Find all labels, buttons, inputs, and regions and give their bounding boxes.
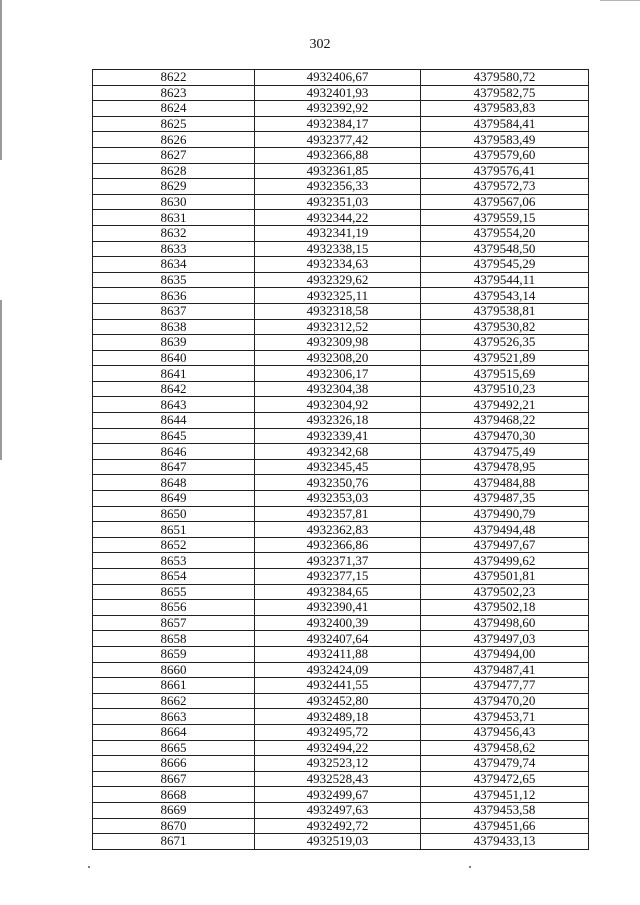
x-coordinate-cell: 4932452,80 <box>255 693 421 709</box>
coordinates-table-body <box>93 70 589 850</box>
x-coordinate-cell: 4932356,33 <box>255 179 421 195</box>
y-coordinate-cell: 4379456,43 <box>421 724 589 740</box>
table-row <box>93 288 589 304</box>
x-coordinate-cell: 4932371,37 <box>255 553 421 569</box>
table-row <box>93 771 589 787</box>
table-row <box>93 194 589 210</box>
point-number-cell: 8668 <box>93 787 255 803</box>
y-coordinate-cell: 4379453,71 <box>421 709 589 725</box>
y-coordinate-cell: 4379526,35 <box>421 335 589 351</box>
table-row <box>93 350 589 366</box>
point-number-cell: 8669 <box>93 802 255 818</box>
y-coordinate-cell: 4379475,49 <box>421 444 589 460</box>
y-coordinate-cell: 4379458,62 <box>421 740 589 756</box>
table-row <box>93 70 589 86</box>
point-number-cell: 8627 <box>93 147 255 163</box>
table-row <box>93 475 589 491</box>
point-number-cell: 8656 <box>93 600 255 616</box>
y-coordinate-cell: 4379530,82 <box>421 319 589 335</box>
table-row <box>93 459 589 475</box>
scan-speck-left <box>88 866 90 868</box>
point-number-cell: 8660 <box>93 662 255 678</box>
scan-speck-right <box>469 866 471 868</box>
x-coordinate-cell: 4932339,41 <box>255 428 421 444</box>
point-number-cell: 8664 <box>93 724 255 740</box>
table-row <box>93 101 589 117</box>
point-number-cell: 8658 <box>93 631 255 647</box>
point-number-cell: 8650 <box>93 506 255 522</box>
y-coordinate-cell: 4379501,81 <box>421 569 589 585</box>
y-coordinate-cell: 4379492,21 <box>421 397 589 413</box>
y-coordinate-cell: 4379582,75 <box>421 85 589 101</box>
y-coordinate-cell: 4379576,41 <box>421 163 589 179</box>
table-row <box>93 802 589 818</box>
point-number-cell: 8671 <box>93 834 255 850</box>
y-coordinate-cell: 4379451,12 <box>421 787 589 803</box>
x-coordinate-cell: 4932377,42 <box>255 132 421 148</box>
y-coordinate-cell: 4379468,22 <box>421 413 589 429</box>
point-number-cell: 8647 <box>93 459 255 475</box>
y-coordinate-cell: 4379544,11 <box>421 272 589 288</box>
table-row <box>93 225 589 241</box>
table-row <box>93 522 589 538</box>
point-number-cell: 8625 <box>93 116 255 132</box>
x-coordinate-cell: 4932424,09 <box>255 662 421 678</box>
table-row <box>93 631 589 647</box>
table-row <box>93 85 589 101</box>
y-coordinate-cell: 4379497,67 <box>421 537 589 553</box>
y-coordinate-cell: 4379494,48 <box>421 522 589 538</box>
point-number-cell: 8622 <box>93 70 255 86</box>
point-number-cell: 8640 <box>93 350 255 366</box>
x-coordinate-cell: 4932304,38 <box>255 381 421 397</box>
y-coordinate-cell: 4379579,60 <box>421 147 589 163</box>
point-number-cell: 8654 <box>93 569 255 585</box>
y-coordinate-cell: 4379453,58 <box>421 802 589 818</box>
x-coordinate-cell: 4932519,03 <box>255 834 421 850</box>
x-coordinate-cell: 4932384,65 <box>255 584 421 600</box>
x-coordinate-cell: 4932392,92 <box>255 101 421 117</box>
table-row <box>93 584 589 600</box>
y-coordinate-cell: 4379538,81 <box>421 303 589 319</box>
x-coordinate-cell: 4932401,93 <box>255 85 421 101</box>
y-coordinate-cell: 4379478,95 <box>421 459 589 475</box>
point-number-cell: 8629 <box>93 179 255 195</box>
point-number-cell: 8623 <box>93 85 255 101</box>
y-coordinate-cell: 4379559,15 <box>421 210 589 226</box>
point-number-cell: 8642 <box>93 381 255 397</box>
table-row <box>93 210 589 226</box>
table-row <box>93 506 589 522</box>
x-coordinate-cell: 4932353,03 <box>255 491 421 507</box>
x-coordinate-cell: 4932350,76 <box>255 475 421 491</box>
table-row <box>93 756 589 772</box>
x-coordinate-cell: 4932494,22 <box>255 740 421 756</box>
scan-edge-line-top <box>0 0 2 160</box>
y-coordinate-cell: 4379470,30 <box>421 428 589 444</box>
point-number-cell: 8644 <box>93 413 255 429</box>
x-coordinate-cell: 4932326,18 <box>255 413 421 429</box>
x-coordinate-cell: 4932411,88 <box>255 646 421 662</box>
y-coordinate-cell: 4379572,73 <box>421 179 589 195</box>
table-row <box>93 381 589 397</box>
point-number-cell: 8659 <box>93 646 255 662</box>
x-coordinate-cell: 4932357,81 <box>255 506 421 522</box>
x-coordinate-cell: 4932495,72 <box>255 724 421 740</box>
table-row <box>93 537 589 553</box>
x-coordinate-cell: 4932342,68 <box>255 444 421 460</box>
point-number-cell: 8667 <box>93 771 255 787</box>
y-coordinate-cell: 4379498,60 <box>421 615 589 631</box>
table-row <box>93 241 589 257</box>
table-row <box>93 615 589 631</box>
point-number-cell: 8635 <box>93 272 255 288</box>
table-row <box>93 600 589 616</box>
x-coordinate-cell: 4932362,83 <box>255 522 421 538</box>
y-coordinate-cell: 4379580,72 <box>421 70 589 86</box>
table-row <box>93 397 589 413</box>
table-row <box>93 724 589 740</box>
y-coordinate-cell: 4379494,00 <box>421 646 589 662</box>
y-coordinate-cell: 4379543,14 <box>421 288 589 304</box>
x-coordinate-cell: 4932390,41 <box>255 600 421 616</box>
table-row <box>93 693 589 709</box>
x-coordinate-cell: 4932338,15 <box>255 241 421 257</box>
x-coordinate-cell: 4932344,22 <box>255 210 421 226</box>
x-coordinate-cell: 4932384,17 <box>255 116 421 132</box>
table-row <box>93 179 589 195</box>
point-number-cell: 8637 <box>93 303 255 319</box>
y-coordinate-cell: 4379451,66 <box>421 818 589 834</box>
point-number-cell: 8626 <box>93 132 255 148</box>
y-coordinate-cell: 4379521,89 <box>421 350 589 366</box>
point-number-cell: 8665 <box>93 740 255 756</box>
point-number-cell: 8670 <box>93 818 255 834</box>
x-coordinate-cell: 4932528,43 <box>255 771 421 787</box>
x-coordinate-cell: 4932306,17 <box>255 366 421 382</box>
point-number-cell: 8661 <box>93 678 255 694</box>
table-row <box>93 709 589 725</box>
y-coordinate-cell: 4379490,79 <box>421 506 589 522</box>
point-number-cell: 8641 <box>93 366 255 382</box>
point-number-cell: 8648 <box>93 475 255 491</box>
point-number-cell: 8638 <box>93 319 255 335</box>
x-coordinate-cell: 4932400,39 <box>255 615 421 631</box>
point-number-cell: 8633 <box>93 241 255 257</box>
table-row <box>93 740 589 756</box>
point-number-cell: 8628 <box>93 163 255 179</box>
y-coordinate-cell: 4379433,13 <box>421 834 589 850</box>
point-number-cell: 8663 <box>93 709 255 725</box>
table-row <box>93 569 589 585</box>
point-number-cell: 8643 <box>93 397 255 413</box>
x-coordinate-cell: 4932489,18 <box>255 709 421 725</box>
y-coordinate-cell: 4379545,29 <box>421 257 589 273</box>
point-number-cell: 8632 <box>93 225 255 241</box>
table-row <box>93 662 589 678</box>
x-coordinate-cell: 4932366,86 <box>255 537 421 553</box>
table-row <box>93 335 589 351</box>
point-number-cell: 8631 <box>93 210 255 226</box>
y-coordinate-cell: 4379567,06 <box>421 194 589 210</box>
table-row <box>93 147 589 163</box>
point-number-cell: 8636 <box>93 288 255 304</box>
x-coordinate-cell: 4932407,64 <box>255 631 421 647</box>
x-coordinate-cell: 4932308,20 <box>255 350 421 366</box>
point-number-cell: 8646 <box>93 444 255 460</box>
point-number-cell: 8655 <box>93 584 255 600</box>
table-row <box>93 319 589 335</box>
x-coordinate-cell: 4932304,92 <box>255 397 421 413</box>
y-coordinate-cell: 4379515,69 <box>421 366 589 382</box>
point-number-cell: 8653 <box>93 553 255 569</box>
table-row <box>93 132 589 148</box>
x-coordinate-cell: 4932499,67 <box>255 787 421 803</box>
x-coordinate-cell: 4932345,45 <box>255 459 421 475</box>
table-row <box>93 678 589 694</box>
y-coordinate-cell: 4379554,20 <box>421 225 589 241</box>
point-number-cell: 8630 <box>93 194 255 210</box>
y-coordinate-cell: 4379583,49 <box>421 132 589 148</box>
x-coordinate-cell: 4932492,72 <box>255 818 421 834</box>
y-coordinate-cell: 4379499,62 <box>421 553 589 569</box>
x-coordinate-cell: 4932361,85 <box>255 163 421 179</box>
point-number-cell: 8634 <box>93 257 255 273</box>
y-coordinate-cell: 4379487,41 <box>421 662 589 678</box>
table-row <box>93 834 589 850</box>
point-number-cell: 8649 <box>93 491 255 507</box>
scan-edge-line-corner <box>600 0 640 1</box>
y-coordinate-cell: 4379584,41 <box>421 116 589 132</box>
point-number-cell: 8639 <box>93 335 255 351</box>
x-coordinate-cell: 4932497,63 <box>255 802 421 818</box>
point-number-cell: 8662 <box>93 693 255 709</box>
x-coordinate-cell: 4932318,58 <box>255 303 421 319</box>
y-coordinate-cell: 4379502,18 <box>421 600 589 616</box>
table-row <box>93 491 589 507</box>
x-coordinate-cell: 4932406,67 <box>255 70 421 86</box>
x-coordinate-cell: 4932341,19 <box>255 225 421 241</box>
x-coordinate-cell: 4932329,62 <box>255 272 421 288</box>
x-coordinate-cell: 4932377,15 <box>255 569 421 585</box>
y-coordinate-cell: 4379484,88 <box>421 475 589 491</box>
point-number-cell: 8652 <box>93 537 255 553</box>
x-coordinate-cell: 4932312,52 <box>255 319 421 335</box>
point-number-cell: 8666 <box>93 756 255 772</box>
y-coordinate-cell: 4379548,50 <box>421 241 589 257</box>
y-coordinate-cell: 4379470,20 <box>421 693 589 709</box>
table-row <box>93 116 589 132</box>
y-coordinate-cell: 4379477,77 <box>421 678 589 694</box>
x-coordinate-cell: 4932523,12 <box>255 756 421 772</box>
coordinates-table <box>92 69 589 850</box>
table-row <box>93 303 589 319</box>
table-row <box>93 428 589 444</box>
point-number-cell: 8624 <box>93 101 255 117</box>
table-row <box>93 163 589 179</box>
table-row <box>93 413 589 429</box>
x-coordinate-cell: 4932325,11 <box>255 288 421 304</box>
y-coordinate-cell: 4379487,35 <box>421 491 589 507</box>
table-row <box>93 818 589 834</box>
table-row <box>93 272 589 288</box>
point-number-cell: 8645 <box>93 428 255 444</box>
x-coordinate-cell: 4932441,55 <box>255 678 421 694</box>
y-coordinate-cell: 4379472,65 <box>421 771 589 787</box>
y-coordinate-cell: 4379510,23 <box>421 381 589 397</box>
point-number-cell: 8657 <box>93 615 255 631</box>
y-coordinate-cell: 4379497,03 <box>421 631 589 647</box>
table-row <box>93 257 589 273</box>
y-coordinate-cell: 4379502,23 <box>421 584 589 600</box>
x-coordinate-cell: 4932309,98 <box>255 335 421 351</box>
table-row <box>93 646 589 662</box>
table-row <box>93 366 589 382</box>
y-coordinate-cell: 4379583,83 <box>421 101 589 117</box>
x-coordinate-cell: 4932366,88 <box>255 147 421 163</box>
table-row <box>93 787 589 803</box>
x-coordinate-cell: 4932334,63 <box>255 257 421 273</box>
y-coordinate-cell: 4379479,74 <box>421 756 589 772</box>
table-row <box>93 553 589 569</box>
x-coordinate-cell: 4932351,03 <box>255 194 421 210</box>
point-number-cell: 8651 <box>93 522 255 538</box>
scan-edge-line-middle <box>0 300 2 460</box>
page-number: 302 <box>309 37 331 52</box>
table-row <box>93 444 589 460</box>
